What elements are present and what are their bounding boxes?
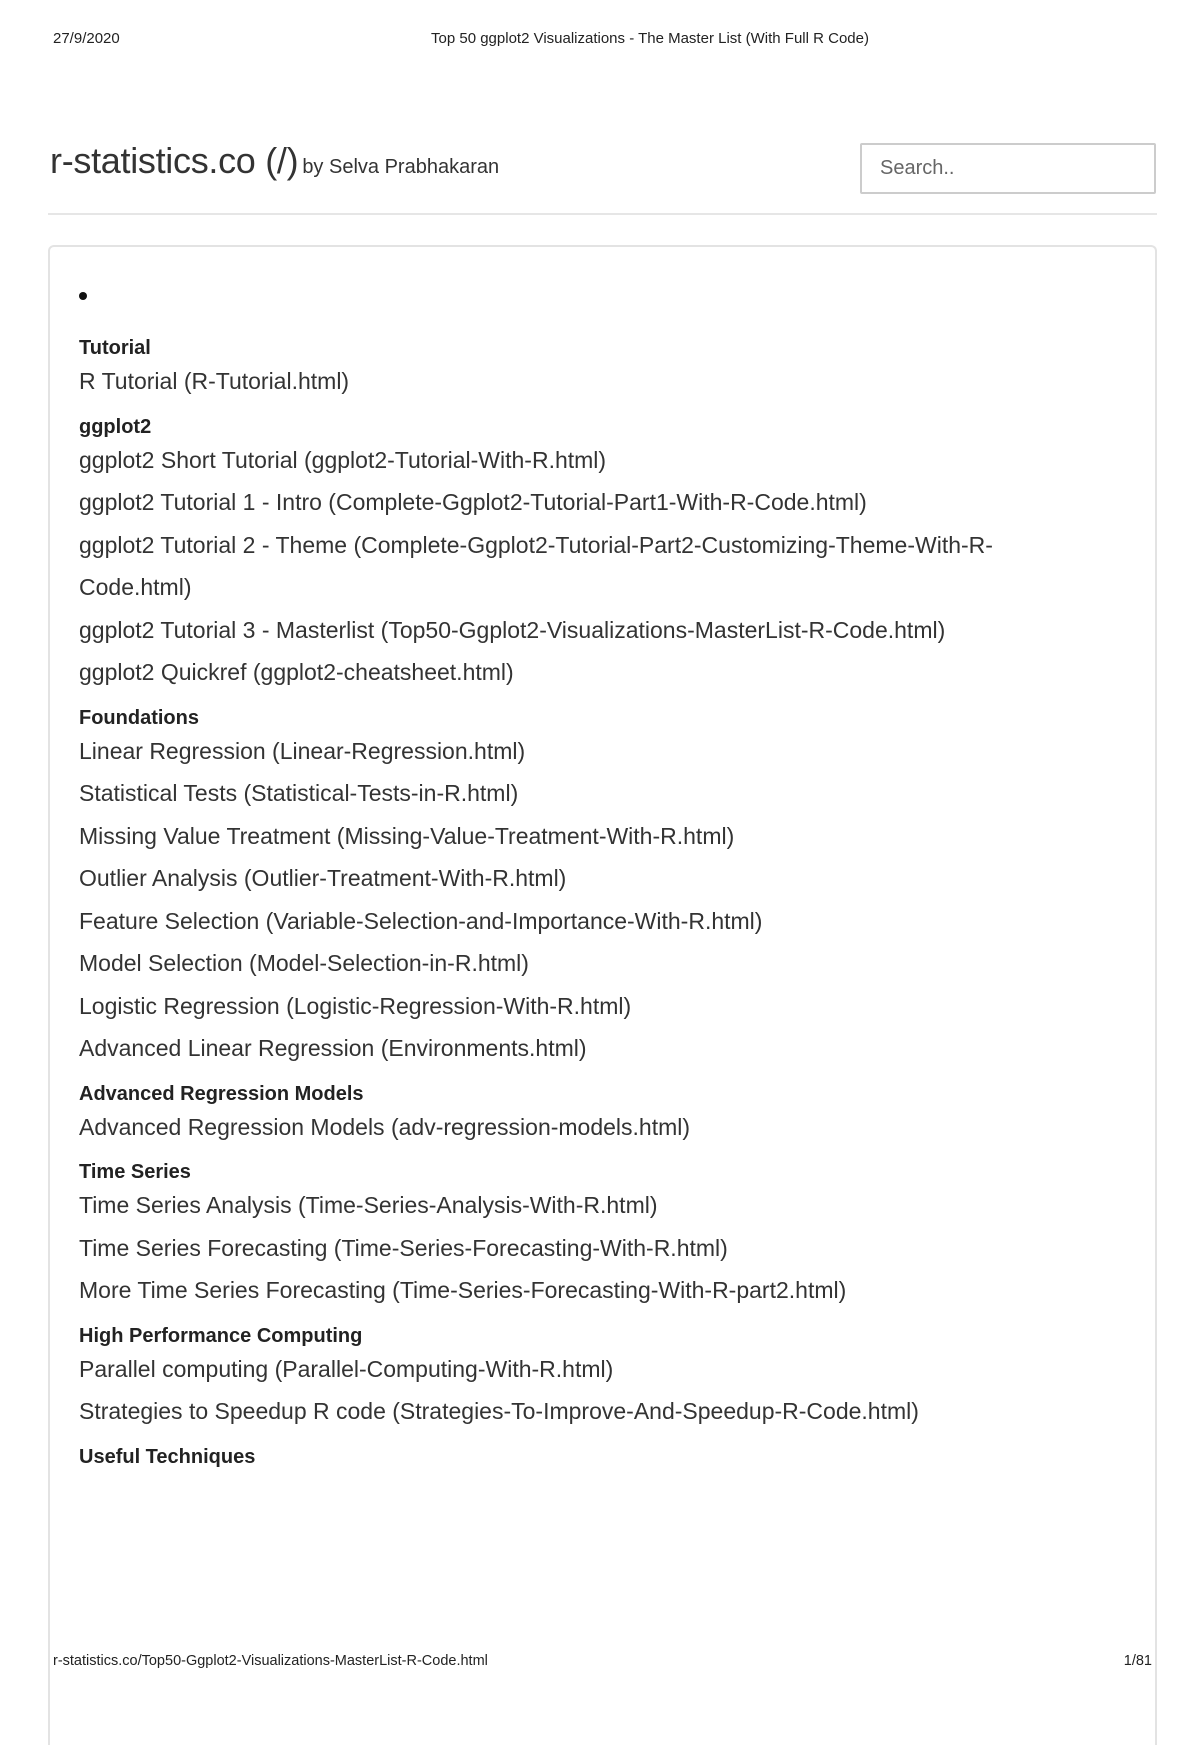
menu-item-link[interactable]: Linear Regression (Linear-Regression.html) [79, 737, 526, 764]
sidebar-menu [79, 336, 1079, 1481]
menu-item-link[interactable]: ggplot2 Tutorial 3 - Masterlist (Top50-Ggplot2-Visualizations-MasterList-R-Code.html) [79, 616, 946, 643]
menu-item-link[interactable]: Missing Value Treatment (Missing-Value-Treatment-With-R.html) [79, 822, 735, 849]
menu-item [79, 481, 1079, 524]
menu-item [79, 1184, 1079, 1227]
menu-item-link[interactable]: Strategies to Speedup R code (Strategies-To-Improve-And-Speedup-R-Code.html) [79, 1398, 919, 1424]
menu-item [79, 1348, 1079, 1391]
search-input[interactable] [860, 143, 1156, 194]
menu-item [79, 985, 1079, 1028]
menu-section-title: Tutorial [79, 337, 151, 359]
menu-item [79, 772, 1079, 815]
menu-item [79, 439, 1079, 482]
print-date: 27/9/2020 [53, 30, 120, 47]
menu-item-link[interactable]: Model Selection (Model-Selection-in-R.html) [79, 950, 529, 976]
menu-item [79, 857, 1079, 900]
menu-item-link[interactable]: R Tutorial (R-Tutorial.html) [79, 368, 350, 394]
menu-item-link[interactable]: Logistic Regression (Logistic-Regression-With-R.html) [79, 992, 632, 1019]
menu-item-link[interactable]: ggplot2 Short Tutorial (ggplot2-Tutorial-With-R.html) [79, 446, 607, 473]
menu-item-link[interactable]: Outlier Analysis (Outlier-Treatment-With-R.html) [79, 865, 567, 891]
menu-item-link[interactable]: ggplot2 Tutorial 1 - Intro (Complete-Ggplot2-Tutorial-Part1-With-R-Code.html) [79, 489, 867, 515]
menu-section-title: Time Series [79, 1161, 191, 1183]
menu-item [79, 730, 1079, 773]
menu-section-list [79, 1106, 1079, 1149]
menu-section-list [79, 439, 1079, 694]
print-page-number: 1/81 [1123, 1653, 1152, 1669]
menu-item-link[interactable]: Advanced Linear Regression (Environments.html) [79, 1035, 587, 1061]
menu-item-link[interactable]: Statistical Tests (Statistical-Tests-in-R.html) [79, 780, 519, 806]
home-link[interactable]: r-statistics.co (/) [50, 140, 299, 181]
menu-item-link[interactable]: Parallel computing (Parallel-Computing-With-R.html) [79, 1355, 614, 1382]
menu-section-list [79, 1184, 1079, 1312]
site-brand [50, 140, 499, 182]
menu-section-list [79, 1348, 1079, 1433]
menu-item [79, 1106, 1079, 1149]
menu-section-title: Useful Techniques [79, 1445, 256, 1468]
menu-item [79, 942, 1079, 985]
menu-item [79, 524, 1079, 609]
menu-item [79, 1027, 1079, 1070]
menu-section-title: High Performance Computing [79, 1324, 363, 1347]
menu-item-link[interactable]: ggplot2 Tutorial 2 - Theme (Complete-Ggplot2-Tutorial-Part2-Customizing-Theme-With-R-Code.html) [79, 531, 993, 600]
menu-item-link[interactable]: Advanced Regression Models (adv-regression-models.html) [79, 1113, 691, 1140]
menu-item [79, 360, 1079, 403]
menu-item-link[interactable]: ggplot2 Quickref (ggplot2-cheatsheet.html) [79, 659, 514, 685]
menu-item [79, 651, 1079, 694]
menu-item-link[interactable]: More Time Series Forecasting (Time-Series-Forecasting-With-R-part2.html) [79, 1277, 847, 1303]
menu-item-link[interactable]: Time Series Analysis (Time-Series-Analysis-With-R.html) [79, 1192, 658, 1218]
menu-section-title: Advanced Regression Models [79, 1082, 364, 1105]
menu-item [79, 1227, 1079, 1270]
bullet-icon [79, 292, 87, 300]
menu-item [79, 1269, 1079, 1312]
menu-section-title: Foundations [79, 706, 199, 729]
menu-item-link[interactable]: Time Series Forecasting (Time-Series-Forecasting-With-R.html) [79, 1234, 728, 1261]
menu-item [79, 1390, 1079, 1433]
menu-item-link[interactable]: Feature Selection (Variable-Selection-and-Importance-With-R.html) [79, 907, 763, 934]
menu-item [79, 815, 1079, 858]
print-footer-url: r-statistics.co/Top50-Ggplot2-Visualizations-MasterList-R-Code.html [53, 1653, 488, 1669]
header-divider [48, 213, 1157, 215]
menu-section-title: ggplot2 [79, 415, 152, 438]
author-byline: by Selva Prabhakaran [302, 156, 500, 178]
menu-item [79, 609, 1079, 652]
menu-section-list [79, 730, 1079, 1070]
print-page-title: Top 50 ggplot2 Visualizations - The Master List (With Full R Code) [431, 30, 869, 47]
menu-section-list [79, 360, 1079, 403]
menu-item [79, 900, 1079, 943]
